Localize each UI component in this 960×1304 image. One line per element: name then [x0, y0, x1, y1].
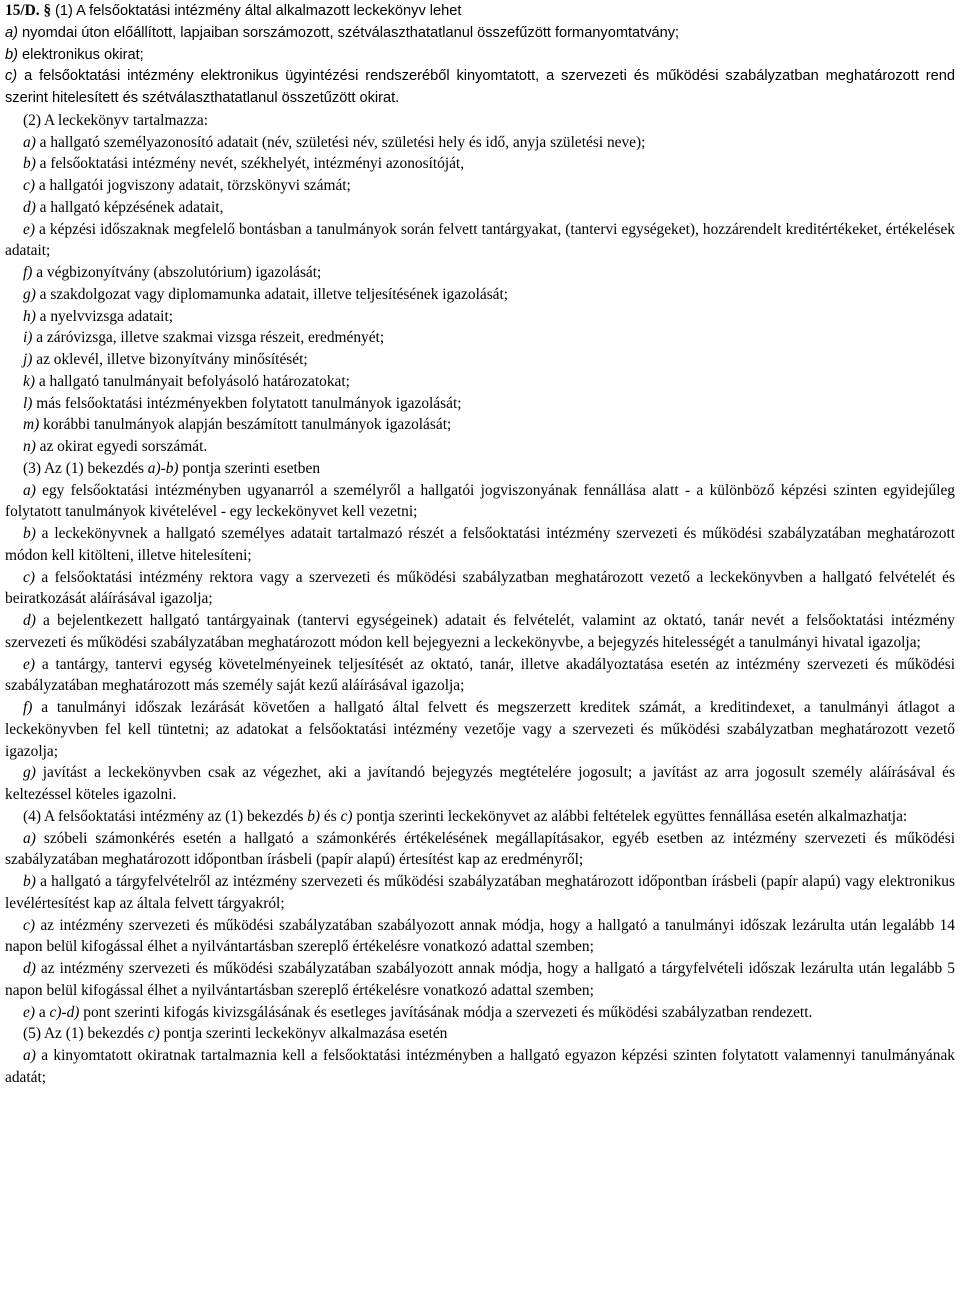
- list-item: a) nyomdai úton előállított, lapjaiban sorszámozott, szétválaszthatatlanul összefűzött formanyomtatvány;: [5, 24, 680, 41]
- list-item: d) az intézmény szervezeti és működési szabályzatában szabályozott annak módja, hogy a hallgató a tárgyfelvételi időszak lezárulta után legalább 5 napon belül kifogással élhet a nyilvántartásban szereplő értékelésre vonatkozó adattal szemben;: [5, 960, 955, 999]
- list-item: b) a leckekönyvnek a hallgató személyes adatait tartalmazó részét a felsőoktatási intézmény szervezeti és működési szabályzatában meghatározott módon kell kitölteni, illetve hitelesíteni;: [5, 525, 955, 564]
- list-item: l) más felsőoktatási intézményekben folytatott tanulmányok igazolását;: [23, 394, 462, 412]
- list-item: i) a záróvizsga, illetve szakmai vizsga részeit, eredményét;: [23, 329, 385, 347]
- list-item: a) egy felsőoktatási intézményben ugyanarról a személyről a hallgatói jogviszonyának fennállása alatt - a különböző képzési szinten egyidejűleg folytatott tanulmányok kivételével - egy leckekönyvet kell vezetni;: [5, 481, 955, 521]
- list-item: m) korábbi tanulmányok alapján beszámított tanulmányok igazolását;: [23, 416, 452, 434]
- list-item: f) a tanulmányi időszak lezárását követően a hallgató által felvett és megszerzett kreditek számát, a kreditindexet, a tanulmányi átlagot a leckekönyvben fel kell tüntetni; az adatokat a felsőoktatási intézmény vezetője vagy a szervezeti és működési szabályzatban meghatározott vezető igazolja;: [5, 699, 955, 760]
- paragraph-1-text: (1) A felsőoktatási intézmény által alkalmazott leckekönyv lehet: [55, 3, 462, 19]
- list-item: k) a hallgató tanulmányait befolyásoló határozatokat;: [23, 372, 350, 390]
- list-item: d) a bejelentkezett hallgató tantárgyainak (tantervi egységeinek) adatait és felvételét, valamint az oktató, tanár nevét a felsőoktatási intézmény szervezeti és működési szabályzatában meghatározott módon kell bejegyezni a leckekönyvbe, a bejegyzés hitelességét a tanulmányi hivatal igazolja;: [5, 612, 955, 651]
- list-item: a) a hallgató személyazonosító adatait (név, születési név, születési hely és idő, anyja születési neve);: [23, 133, 646, 151]
- list-item: c) a felsőoktatási intézmény elektronikus ügyintézési rendszeréből kinyomtatott, a szervezeti és működési szabályzatban meghatározott rend szerint hitelesített és szétválaszthatatlanul összetűzött okirat.: [5, 68, 955, 106]
- list-item: g) a szakdolgozat vagy diplomamunka adatait, illetve teljesítésének igazolását;: [23, 285, 509, 303]
- list-item: a) szóbeli számonkérés esetén a hallgató a számonkérés értékelésének megállapításakor, egyéb esetben az intézmény szervezeti és működési szabályzatában meghatározott időpontban írásbeli (papír alapú) értesítést kap az eredményről;: [5, 829, 955, 869]
- list-item: b) elektronikus okirat;: [5, 46, 144, 63]
- list-item: d) a hallgató képzésének adatait,: [23, 198, 224, 216]
- list-item: e) a tantárgy, tantervi egység követelményeinek teljesítését az oktató, tanár, illetve akadályoztatása esetén az intézmény szervezeti és működési szabályzatában meghatározott más személy saját kezű aláírásával igazolja;: [5, 655, 955, 695]
- list-item: h) a nyelvvizsga adatait;: [23, 307, 174, 325]
- list-item: c) a hallgatói jogviszony adatait, törzskönyvi számát;: [23, 177, 351, 194]
- list-item: j) az oklevél, illetve bizonyítvány minősítését;: [23, 351, 308, 368]
- list-item: n) az okirat egyedi sorszámát.: [23, 438, 208, 455]
- list-item: c) a felsőoktatási intézmény rektora vagy a szervezeti és működési szabályzatban meghatározott vezető a leckekönyvben a hallgató felvételét és beiratkozását aláírásával igazolja;: [5, 568, 955, 608]
- list-item: a) a kinyomtatott okiratnak tartalmaznia kell a felsőoktatási intézményben a hallgató egyazon képzési szinten folytatott valamennyi tanulmányának adatát;: [5, 1047, 955, 1086]
- list-item: f) a végbizonyítvány (abszolutórium) igazolását;: [23, 264, 322, 281]
- list-item: b) a felsőoktatási intézmény nevét, székhelyét, intézményi azonosítóját,: [23, 155, 465, 173]
- list-item: b) a hallgató a tárgyfelvételről az intézmény szervezeti és működési szabályzatában meghatározott időpontban írásbeli (papír alapú) vagy elektronikus levélértesítést kap az általa felvett tárgyakról;: [5, 873, 955, 912]
- list-item: e) a c)-d) pont szerinti kifogás kivizsgálásának és esetleges javításának módja a szervezeti és működési szabályzatban rendezett.: [23, 1003, 813, 1021]
- paragraph-4: (4) A felsőoktatási intézmény az (1) bekezdés b) és c) pontja szerinti leckekönyvet az alábbi feltételek együttes fennállása esetén alkalmazhatja:: [23, 807, 908, 825]
- list-item: e) a képzési időszaknak megfelelő bontásban a tanulmányok során felvett tantárgyakat, (tantervi egységeket), hozzárendelt kreditértékeket, értékelések adatait;: [5, 220, 955, 260]
- paragraph-3: (3) Az (1) bekezdés a)-b) pontja szerinti esetben: [23, 459, 321, 477]
- paragraph-2: (2) A leckekönyv tartalmazza:: [23, 111, 209, 129]
- section-number: 15/D. §: [5, 2, 52, 19]
- list-item: c) az intézmény szervezeti és működési szabályzatában szabályozott annak módja, hogy a hallgató a tanulmányi időszak lezárulta után legalább 14 napon belül kifogással élhet a nyilvántartásban szereplő értékelésre vonatkozó adattal szemben;: [5, 916, 955, 956]
- paragraph-5: (5) Az (1) bekezdés c) pontja szerinti leckekönyv alkalmazása esetén: [23, 1025, 448, 1043]
- paragraph-1: [5, 0, 955, 23]
- list-item: g) javítást a leckekönyvben csak az végezhet, aki a javítandó bejegyzés megtételére jogosult; a javítást az arra jogosult személy aláírásával és keltezéssel köteles igazolni.: [5, 764, 955, 803]
